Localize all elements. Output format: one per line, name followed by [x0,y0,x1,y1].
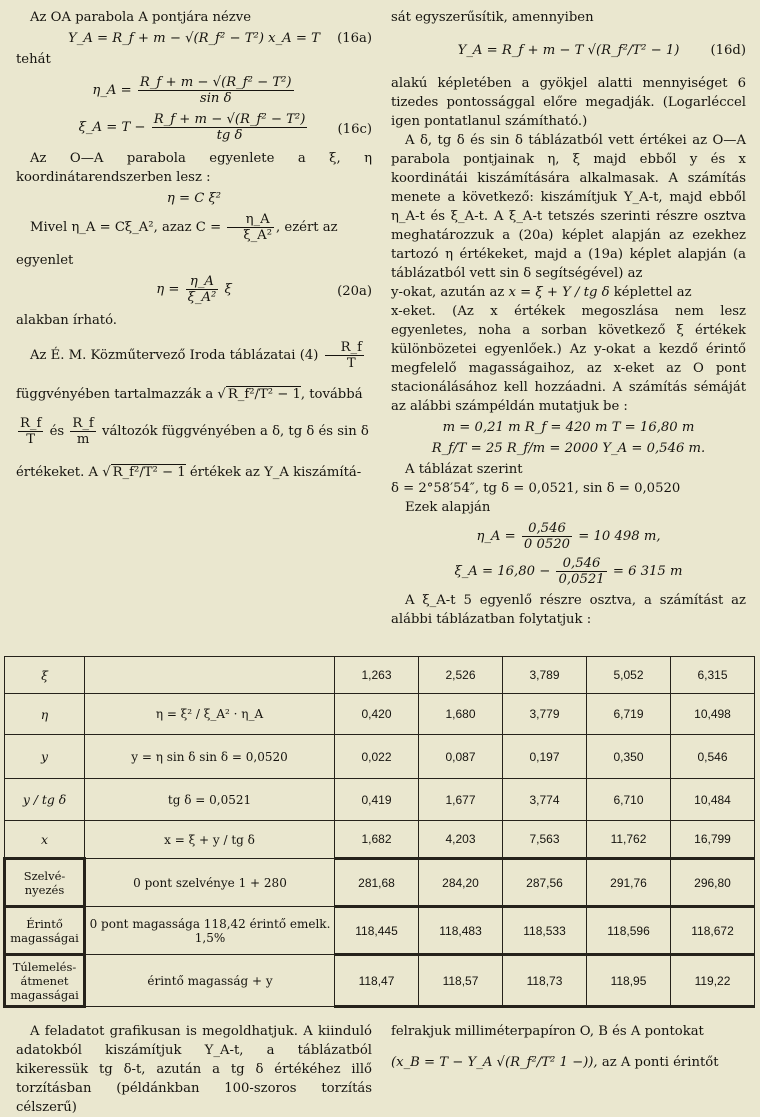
calculation-table [3,656,755,1008]
text: az A ponti érintőt [601,1055,719,1070]
fraction [325,340,364,371]
equation-xi-numeric [391,556,746,587]
table-row [5,859,755,907]
paragraph: alakú képletében a gyökjel alatti mennyiséget 6 tizedes pontossággal előre megadják. (Logarléccel igen pontatlanul számítható.) [391,76,746,129]
table-cell: 118,445 [335,907,419,955]
equation-rhs: = 6 315 m [612,564,683,579]
table-cell: 6,315 [671,657,755,694]
table-row [5,779,755,821]
row-formula: 0 pont szelvénye 1 + 280 [85,859,335,907]
equation-16c [16,112,372,143]
text: értékeket. A [16,465,99,480]
left-column [16,8,372,482]
table-cell: 118,47 [335,955,419,1007]
table-cell: 0,420 [335,694,419,735]
fraction [18,416,43,447]
paragraph: tehát [16,52,51,67]
paragraph: alakban írható. [16,313,117,328]
row-label: Szelvé-nyezés [5,859,85,907]
text: , ezért az [276,220,338,235]
table-cell: 4,203 [419,821,503,859]
paragraph: Az OA parabola A pontjára nézve [30,10,252,25]
table-row [5,657,755,694]
table-cell: 0,022 [335,735,419,779]
table-cell: 0,350 [587,735,671,779]
equation-parabola: η = C ξ² [166,191,222,206]
table-cell: 118,57 [419,955,503,1007]
table-cell: 119,22 [671,955,755,1007]
table-cell: 118,483 [419,907,503,955]
table-cell: 118,73 [503,955,587,1007]
table-body [5,657,755,1007]
denominator: T [346,356,356,371]
equation-lhs: η_A = [476,529,516,544]
row-label: η [5,694,85,735]
table-cell: 118,596 [587,907,671,955]
formula: (x_B = T − Y_A √(R_f²/T² 1 −)), [391,1055,598,1070]
right-column [391,8,746,629]
table-row [5,694,755,735]
table-cell: 1,680 [419,694,503,735]
denominator: ξ_A² [187,290,217,305]
paragraph: függvényében tartalmazzák a √ R_f²/T² − 1, továbbá [16,387,363,402]
table-cell: 281,68 [335,859,419,907]
table-cell: 284,20 [419,859,503,907]
equation-text: Y_A = R_f + m − √(R_f² − T²) x_A = T [68,31,320,46]
footer-right [391,1022,746,1072]
table-row [5,735,755,779]
row-label: Érintő magasságai [5,907,85,955]
fraction [522,521,572,552]
table-cell: 6,719 [587,694,671,735]
row-formula: tg δ = 0,0521 [85,779,335,821]
denominator: m [76,432,90,447]
table-cell: 7,563 [503,821,587,859]
table-cell: 287,56 [503,859,587,907]
paragraph: értékeket. A √ R_f²/T² − 1 értékek az Y_A kiszámítá- [16,465,362,480]
paragraph [391,283,746,302]
table-cell: 10,498 [671,694,755,735]
text: Az É. M. Közműtervező Iroda táblázatai (4) [30,348,319,363]
text: y-okat, azután az [391,285,505,300]
radical: R_f²/T² − 1 [227,387,301,402]
numerator: 0,546 [522,521,572,537]
denominator: T [26,432,36,447]
text: értékek az Y_A kiszámítá- [189,465,362,480]
text: változók függvényében a δ, tg δ és sin δ [102,424,369,439]
paragraph: Ezek alapján [405,500,491,515]
table-cell: 118,533 [503,907,587,955]
equation-rhs: ξ [224,282,232,297]
numerator: R_f [20,416,42,431]
table-cell: 2,526 [419,657,503,694]
equation-number: (20a) [337,284,372,299]
numerator: R_f [325,340,364,356]
text: Mivel η_A = Cξ_A², azaz C = [30,220,222,235]
row-formula: η = ξ² / ξ_A² · η_A [85,694,335,735]
table-row [5,821,755,859]
paragraph: A δ, tg δ és sin δ táblázatból vett értékei az O—A parabola pontjainak η, ξ majd ebből y és x koordinátái kiszámítására alkalmasak. A számítás menete a következő: kiszámítjuk Y_A-t, majd ebből η_A-t és ξ_A-t. A ξ_A-t tetszés szerinti részre osztva meghatározzuk a (20a) képlet alapján az ezekhez tartozó η értékeket, majd a (19a) képlet alapján (a táblázatból vett sin δ segítségével) az [391,133,746,281]
paragraph: A táblázat szerint [405,462,523,477]
table-cell: 11,762 [587,821,671,859]
denominator: sin δ [199,91,232,106]
fraction [186,274,219,305]
paragraph [16,340,372,371]
equation-eta-numeric [391,521,746,552]
radical: R_f²/T² − 1 [112,465,186,480]
equation-number: (16c) [337,122,372,137]
numerator: η_A [186,274,219,290]
numerator: 0,546 [556,556,606,572]
text: és [49,424,65,439]
numerator: R_f + m − √(R_f² − T²) [153,112,306,127]
denominator: 0 0520 [523,537,571,552]
paragraph: A ξ_A-t 5 egyenlő részre osztva, a számítást az alábbi táblázatban folytatjuk : [391,593,746,627]
equation-20a [16,274,372,305]
example-data-2: R_f/T = 25 R_f/m = 2000 Y_A = 0,546 m. [431,441,706,456]
fraction [152,112,308,143]
formula: x = ξ + Y / tg δ [508,285,610,300]
table-cell: 0,546 [671,735,755,779]
equation-lhs: η = [156,282,180,297]
equation-16a [16,29,372,48]
paragraph: x-eket. (Az x értékek megoszlása nem lesz egyenletes, noha a sorban következő ξ értékek különbözetei egyenlőek.) Az y-okat a kezdő érintő megfelelő magasságaihoz, az x-eket az O pont stacionálásához kell hozzáadni. A számítás sémáját az alábbi számpéldán mutatjuk be : [391,304,746,414]
equation-text: Y_A = R_f + m − T √(R_f²/T² − 1) [457,43,680,58]
row-label: Túlemelés-átmenet magasságai [5,955,85,1007]
text: , továbbá [300,387,363,402]
table-cell: 118,95 [587,955,671,1007]
numerator: η_A [227,212,274,228]
paragraph: egyenlet [16,253,74,268]
table-cell: 0,419 [335,779,419,821]
paragraph: sát egyszerűsítik, amennyiben [391,10,594,25]
text: függvényében tartalmazzák a [16,387,214,402]
table-cell: 5,052 [587,657,671,694]
equation-lhs: η_A = [92,83,132,98]
row-label: x [5,821,85,859]
table-cell: 1,263 [335,657,419,694]
table-cell: 3,774 [503,779,587,821]
table-cell: 3,779 [503,694,587,735]
table-cell: 118,672 [671,907,755,955]
equation-lhs: ξ_A = T − [78,120,146,135]
equation-eta-a [16,75,372,106]
paragraph: felrakjuk milliméterpapíron O, B és A pontokat [391,1024,704,1039]
row-formula [85,657,335,694]
table-row [5,907,755,955]
table-cell: 16,799 [671,821,755,859]
paragraph: δ = 2°58′54″, tg δ = 0,0521, sin δ = 0,0520 [391,481,681,496]
row-label: ξ [5,657,85,694]
equation-16d [391,41,746,60]
denominator: 0,0521 [558,572,605,587]
paragraph: Az O—A parabola egyenlete a ξ, η koordinátarendszerben lesz : [16,151,372,185]
denominator: ξ_A² [243,228,272,243]
table-cell: 0,087 [419,735,503,779]
fraction [556,556,606,587]
table-cell: 296,80 [671,859,755,907]
row-formula: 0 pont magassága 118,42 érintő emelk. 1,5% [85,907,335,955]
row-formula: y = η sin δ sin δ = 0,0520 [85,735,335,779]
denominator: tg δ [216,128,243,143]
paragraph [391,1053,746,1072]
fraction [138,75,294,106]
table-cell: 10,484 [671,779,755,821]
numerator: R_f + m − √(R_f² − T²) [139,75,292,90]
table-cell: 291,76 [587,859,671,907]
table-cell: 1,677 [419,779,503,821]
paragraph [16,212,372,243]
fraction [70,416,95,447]
example-data-1: m = 0,21 m R_f = 420 m T = 16,80 m [442,420,695,435]
table-cell: 6,710 [587,779,671,821]
table-cell: 3,789 [503,657,587,694]
table-row [5,955,755,1007]
numerator: R_f [72,416,94,431]
row-label: y [5,735,85,779]
row-label: y / tg δ [5,779,85,821]
equation-number: (16d) [710,43,746,58]
table-cell: 1,682 [335,821,419,859]
equation-rhs: = 10 498 m, [578,529,661,544]
table-cell: 0,197 [503,735,587,779]
equation-lhs: ξ_A = 16,80 − [454,564,551,579]
row-formula: x = ξ + y / tg δ [85,821,335,859]
paragraph [16,416,372,447]
text: képlettel az [613,285,692,300]
row-formula: érintő magasság + y [85,955,335,1007]
equation-number: (16a) [337,31,372,46]
fraction [227,212,274,243]
paragraph: A feladatot grafikusan is megoldhatjuk. A kiinduló adatokból kiszámítjuk Y_A-t, a táblázatból kikeressük tg δ-t, azután a tg δ értékéhez illő torzításban (példánkban 100-szoros torzítás célszerű) [16,1024,372,1115]
